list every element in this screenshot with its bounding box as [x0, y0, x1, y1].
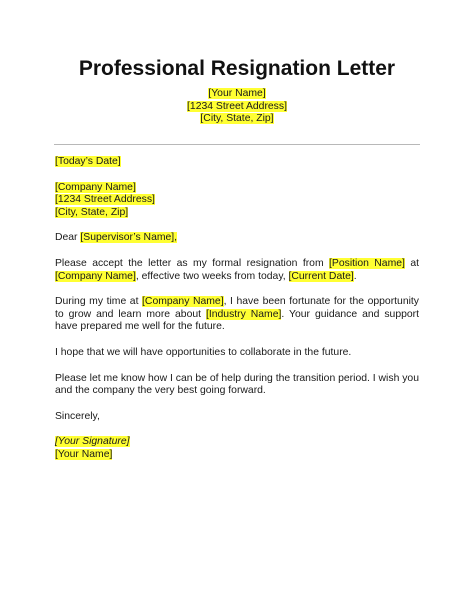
salutation	[55, 232, 419, 245]
letter-body	[55, 156, 419, 475]
signature-name: [Your Name]	[55, 448, 113, 460]
paragraph2-text-a: During my time at	[55, 296, 143, 308]
current-date: [Current Date]	[288, 270, 354, 282]
sender-street: [1234 Street Address]	[187, 100, 287, 112]
sender-address	[0, 88, 474, 126]
closing: Sincerely,	[55, 410, 100, 422]
paragraph1-text-a: Please accept the letter as my formal resignation from	[55, 257, 330, 269]
signature-block	[55, 436, 419, 461]
company-name: [Company Name]	[55, 270, 136, 282]
paragraph1-text-d: .	[353, 270, 357, 282]
recipient-address	[55, 182, 419, 220]
paragraph-transition: Please let me know how I can be of help during the transition period. I wish you and the company the very best going forward.	[55, 372, 419, 397]
sender-city: [City, State, Zip]	[200, 113, 274, 125]
recipient-company: [Company Name]	[55, 181, 136, 193]
date-block	[55, 156, 419, 169]
paragraph1-text-c: , effective two weeks from today,	[135, 270, 289, 282]
industry-name: [Industry Name]	[205, 308, 282, 320]
recipient-street: [1234 Street Address]	[55, 194, 155, 206]
recipient-city: [City, State, Zip]	[55, 206, 129, 218]
company-name: [Company Name]	[142, 296, 224, 308]
letter-title: Professional Resignation Letter	[78, 57, 396, 80]
paragraph-resignation	[55, 258, 419, 283]
paragraph2-text-b: , I have been fortunate for the opportunity to grow and learn more about	[55, 296, 419, 320]
paragraph-collaborate: I hope that we will have opportunities to collaborate in the future.	[55, 346, 352, 358]
signature: [Your Signature]	[55, 436, 130, 448]
sender-name: [Your Name]	[208, 88, 266, 99]
paragraph-experience	[55, 296, 419, 334]
supervisor-name: [Supervisor’s Name],	[80, 232, 178, 244]
salutation-prefix: Dear	[55, 232, 81, 244]
header-divider	[54, 144, 420, 145]
position-name: [Position Name]	[329, 257, 405, 269]
paragraph1-text-b: at	[404, 257, 420, 269]
paragraph2-text-c: . Your guidance and support have prepared me well for the future.	[55, 308, 420, 333]
letter-date: [Today’s Date]	[55, 156, 121, 167]
